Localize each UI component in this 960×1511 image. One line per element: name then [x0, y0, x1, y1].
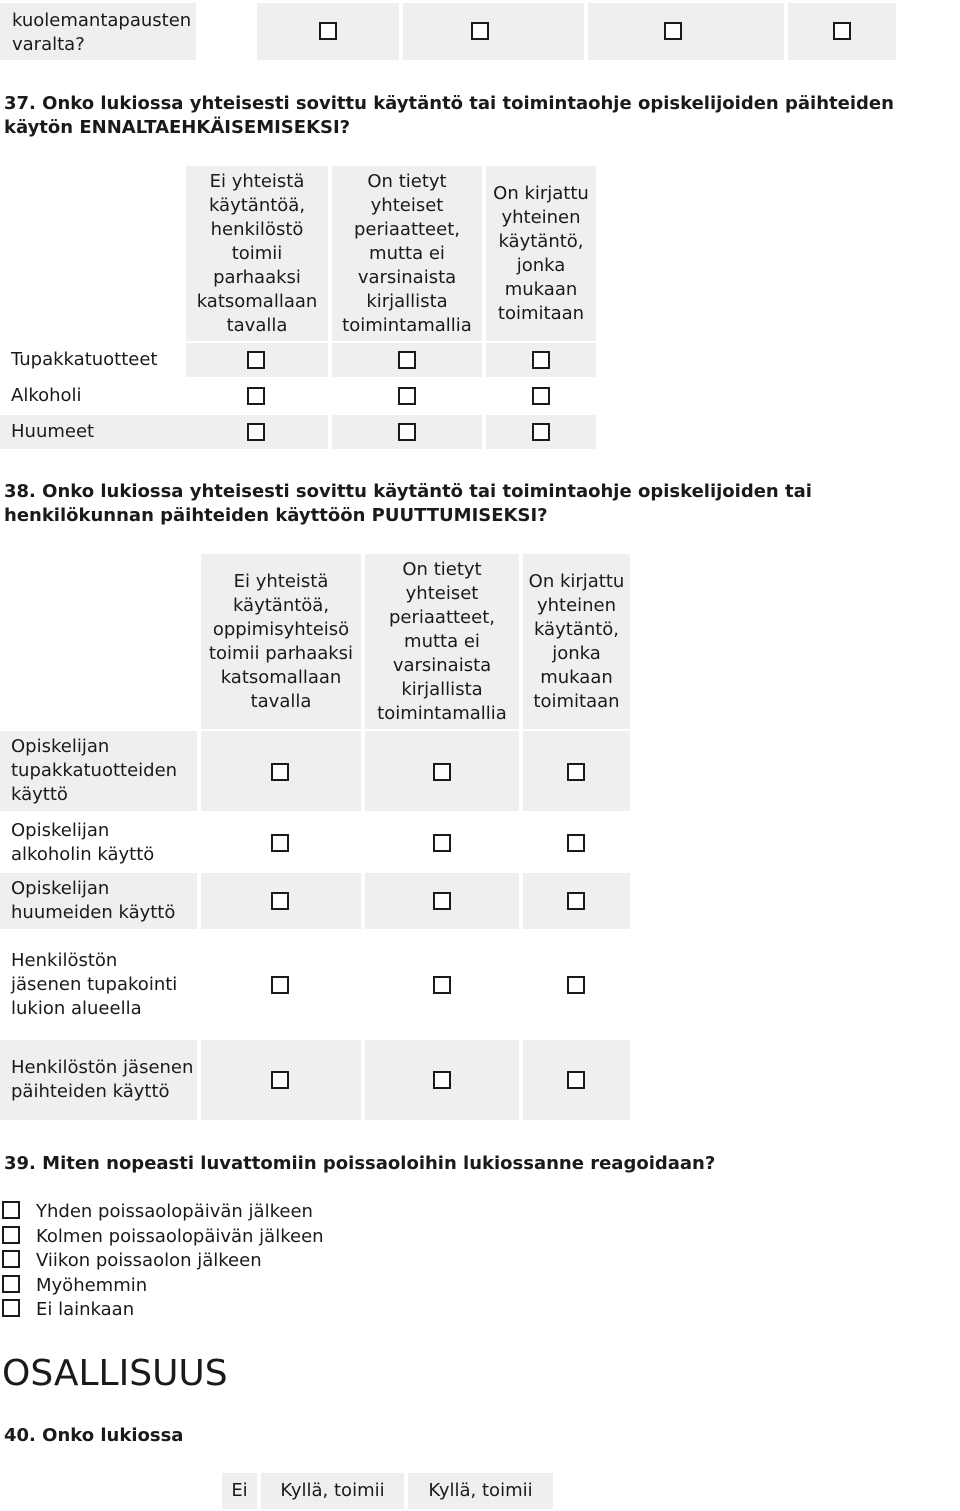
q38-col-header-3: On kirjattu yhteinen käytäntö, jonka mukaan toimitaan — [523, 554, 630, 729]
q37-col-header-1: Ei yhteistä käytäntöä, henkilöstö toimii parhaaksi katsomallaan tavalla — [186, 166, 328, 341]
q38-row2-checkbox-2[interactable] — [433, 834, 451, 852]
q38-title: 38. Onko lukiossa yhteisesti sovittu käytäntö tai toimintaohje opiskelijoiden tai henkilökunnan päihteiden käyttöön PUUTTUMISEKSI? — [4, 481, 812, 526]
q39-option-checkbox-4[interactable] — [2, 1275, 20, 1293]
q38-row4-checkbox-3[interactable] — [567, 976, 585, 994]
q39-option-label-4: Myöhemmin — [36, 1275, 148, 1296]
q37-col-header-3: On kirjattu yhteinen käytäntö, jonka mukaan toimitaan — [486, 166, 596, 341]
q38-row5-checkbox-3[interactable] — [567, 1071, 585, 1089]
q40-col-header-2: Kyllä, toimii — [261, 1473, 404, 1509]
q38-row4-checkbox-2[interactable] — [433, 976, 451, 994]
q39-option-label-2: Kolmen poissaolopäivän jälkeen — [36, 1226, 324, 1247]
q38-col-header-2: On tietyt yhteiset periaatteet, mutta ei varsinaista kirjallista toimintamallia — [365, 554, 519, 729]
q38-row-label-5: Henkilöstön jäsenen päihteiden käyttö — [11, 1057, 194, 1102]
q37-row2-checkbox-1[interactable] — [247, 387, 265, 405]
q37-row1-checkbox-2[interactable] — [398, 351, 416, 369]
q40-col-header-1: Ei — [222, 1473, 257, 1509]
q36-checkbox-2[interactable] — [471, 22, 489, 40]
q38-row1-checkbox-1[interactable] — [271, 763, 289, 781]
q39-option-checkbox-5[interactable] — [2, 1299, 20, 1317]
q38-row-label-4: Henkilöstön jäsenen tupakointi lukion alueella — [11, 950, 178, 1019]
q39-option-checkbox-1[interactable] — [2, 1201, 20, 1219]
q37-row3-checkbox-2[interactable] — [398, 423, 416, 441]
q38-row3-checkbox-2[interactable] — [433, 892, 451, 910]
q36-row-label-cell — [0, 3, 196, 60]
q37-row3-checkbox-1[interactable] — [247, 423, 265, 441]
q38-row5-checkbox-1[interactable] — [271, 1071, 289, 1089]
q38-row-label-2: Opiskelijan alkoholin käyttö — [11, 820, 155, 865]
q36-checkbox-4[interactable] — [833, 22, 851, 40]
q40-title: 40. Onko lukiossa — [4, 1425, 184, 1446]
q39-option-label-5: Ei lainkaan — [36, 1299, 135, 1320]
q36-cell-2 — [403, 3, 584, 60]
q38-row3-checkbox-3[interactable] — [567, 892, 585, 910]
q40-col-header-3: Kyllä, toimii — [408, 1473, 553, 1509]
q37-row1-checkbox-3[interactable] — [532, 351, 550, 369]
section-title: OSALLISUUS — [2, 1353, 228, 1394]
q39-option-label-3: Viikon poissaolon jälkeen — [36, 1250, 262, 1271]
q38-row2-checkbox-1[interactable] — [271, 834, 289, 852]
q37-row-label-huumeet: Huumeet — [11, 421, 95, 442]
q39-title: 39. Miten nopeasti luvattomiin poissaoloihin lukiossanne reagoidaan? — [4, 1153, 716, 1174]
q37-title: 37. Onko lukiossa yhteisesti sovittu käytäntö tai toimintaohje opiskelijoiden päihteiden käytön ENNALTAEHKÄISEMISEKSI? — [4, 93, 894, 138]
q37-row3-checkbox-3[interactable] — [532, 423, 550, 441]
q38-row2-checkbox-3[interactable] — [567, 834, 585, 852]
q38-row-label-1: Opiskelijan tupakkatuotteiden käyttö — [11, 736, 178, 805]
q37-col-header-2: On tietyt yhteiset periaatteet, mutta ei varsinaista kirjallista toimintamallia — [332, 166, 482, 341]
q36-checkbox-3[interactable] — [664, 22, 682, 40]
q38-row-label-3: Opiskelijan huumeiden käyttö — [11, 878, 176, 923]
q37-row2-checkbox-3[interactable] — [532, 387, 550, 405]
q37-row2-checkbox-2[interactable] — [398, 387, 416, 405]
q39-option-checkbox-2[interactable] — [2, 1226, 20, 1244]
q38-row4-checkbox-1[interactable] — [271, 976, 289, 994]
q38-col-header-1: Ei yhteistä käytäntöä, oppimisyhteisö toimii parhaaksi katsomallaan tavalla — [201, 554, 361, 729]
q39-option-checkbox-3[interactable] — [2, 1250, 20, 1268]
q38-row1-checkbox-3[interactable] — [567, 763, 585, 781]
q37-row1-checkbox-1[interactable] — [247, 351, 265, 369]
q38-row3-checkbox-1[interactable] — [271, 892, 289, 910]
q37-row-label-tupakkatuotteet: Tupakkatuotteet — [11, 349, 158, 370]
q36-checkbox-1[interactable] — [319, 22, 337, 40]
q38-row5-checkbox-2[interactable] — [433, 1071, 451, 1089]
q36-cell-3 — [588, 3, 784, 60]
q37-row-label-alkoholi: Alkoholi — [11, 385, 82, 406]
q38-row1-checkbox-2[interactable] — [433, 763, 451, 781]
q39-option-label-1: Yhden poissaolopäivän jälkeen — [36, 1201, 313, 1222]
q36-row-label: kuolemantapausten varalta? — [12, 10, 192, 55]
